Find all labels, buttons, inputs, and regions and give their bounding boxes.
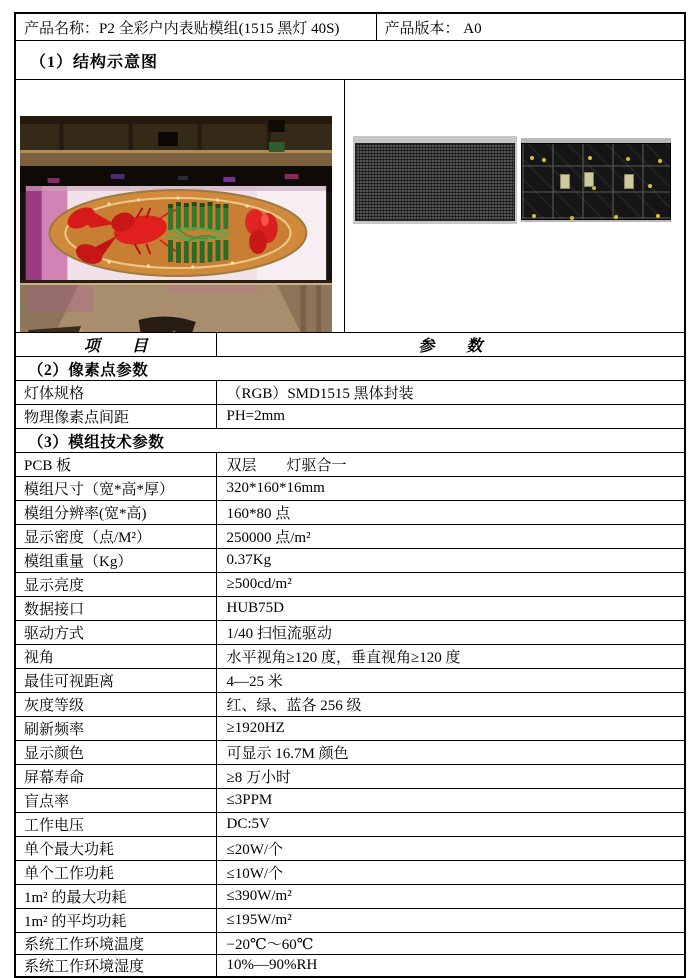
table-row xyxy=(15,381,685,405)
stage-photo xyxy=(20,116,332,333)
section-structure-title: （1）结构示意图 xyxy=(15,41,685,80)
spec-label: 盲点率 xyxy=(15,789,216,813)
pcb-chip xyxy=(560,174,570,189)
spec-value: 可显示 16.7M 颜色 xyxy=(216,741,685,765)
spec-value: ≤390W/m² xyxy=(216,885,685,909)
table-row xyxy=(15,741,685,765)
column-header-param: 参 数 xyxy=(216,333,685,357)
spec-table xyxy=(14,12,686,978)
table-row xyxy=(15,645,685,669)
spec-value: DC:5V xyxy=(216,813,685,837)
spec-label: 灰度等级 xyxy=(15,693,216,717)
spec-label: 刷新频率 xyxy=(15,717,216,741)
table-row xyxy=(15,477,685,501)
spec-label: 物理像素点间距 xyxy=(15,405,216,429)
section-pixel-title: （2）像素点参数 xyxy=(15,357,685,381)
spec-value: ≤20W/个 xyxy=(216,837,685,861)
table-row xyxy=(15,933,685,955)
spec-label: 系统工作环境温度 xyxy=(15,933,216,955)
column-header-row xyxy=(15,333,685,357)
table-row xyxy=(15,549,685,573)
table-row xyxy=(15,501,685,525)
spec-label: 数据接口 xyxy=(15,597,216,621)
table-row xyxy=(15,405,685,429)
spec-document xyxy=(14,12,684,978)
spec-label: 模组尺寸（宽*高*厚） xyxy=(15,477,216,501)
spec-label: 屏幕寿命 xyxy=(15,765,216,789)
table-row xyxy=(15,955,685,978)
stage-photo-cell xyxy=(15,80,344,333)
screw-dot xyxy=(530,156,534,160)
table-row xyxy=(15,717,685,741)
spec-label: 1m² 的最大功耗 xyxy=(15,885,216,909)
spec-value: HUB75D xyxy=(216,597,685,621)
spec-value: ≥1920HZ xyxy=(216,717,685,741)
spec-label: PCB 板 xyxy=(15,453,216,477)
spec-value: 0.37Kg xyxy=(216,549,685,573)
spec-value: 1/40 扫恒流驱动 xyxy=(216,621,685,645)
table-row xyxy=(15,693,685,717)
section-module-row xyxy=(15,429,685,453)
table-row xyxy=(15,885,685,909)
spec-label: 显示亮度 xyxy=(15,573,216,597)
spec-value: ≤195W/m² xyxy=(216,909,685,933)
table-row xyxy=(15,789,685,813)
table-row xyxy=(15,813,685,837)
table-row xyxy=(15,621,685,645)
spec-label: 视角 xyxy=(15,645,216,669)
spec-value: （RGB）SMD1515 黑体封装 xyxy=(216,381,685,405)
section-structure-row xyxy=(15,41,685,80)
column-header-item: 项 目 xyxy=(15,333,216,357)
spec-value: 320*160*16mm xyxy=(216,477,685,501)
module-rows xyxy=(15,453,685,978)
spec-value: 160*80 点 xyxy=(216,501,685,525)
product-version: 产品版本： A0 xyxy=(376,13,685,41)
spec-label: 单个工作功耗 xyxy=(15,861,216,885)
product-header-row xyxy=(15,13,685,41)
spec-value: 250000 点/m² xyxy=(216,525,685,549)
spec-label: 模组重量（Kg） xyxy=(15,549,216,573)
spec-value: 双层 灯驱合一 xyxy=(216,453,685,477)
led-panel-front xyxy=(355,143,515,221)
product-name: 产品名称：P2 全彩户内表贴模组(1515 黑灯 40S) xyxy=(15,13,376,41)
spec-value: ≥500cd/m² xyxy=(216,573,685,597)
spec-value: ≤10W/个 xyxy=(216,861,685,885)
spec-value: ≥8 万小时 xyxy=(216,765,685,789)
section-pixel-row xyxy=(15,357,685,381)
spec-label: 灯体规格 xyxy=(15,381,216,405)
spec-label: 单个最大功耗 xyxy=(15,837,216,861)
table-row xyxy=(15,909,685,933)
spec-value: 4—25 米 xyxy=(216,669,685,693)
table-row xyxy=(15,525,685,549)
spec-value: 水平视角≥120 度，垂直视角≥120 度 xyxy=(216,645,685,669)
table-row xyxy=(15,597,685,621)
module-back-shell xyxy=(521,143,671,220)
spec-value: 红、绿、蓝各 256 级 xyxy=(216,693,685,717)
spec-label: 驱动方式 xyxy=(15,621,216,645)
table-row xyxy=(15,573,685,597)
spec-value: ≤3PPM xyxy=(216,789,685,813)
table-row xyxy=(15,669,685,693)
module-back-photo xyxy=(521,138,671,222)
spec-value: −20℃～60℃ xyxy=(216,933,685,955)
table-row xyxy=(15,837,685,861)
spec-label: 1m² 的平均功耗 xyxy=(15,909,216,933)
table-row xyxy=(15,453,685,477)
spec-value: PH=2mm xyxy=(216,405,685,429)
spec-label: 显示密度（点/M²） xyxy=(15,525,216,549)
spec-label: 最佳可视距离 xyxy=(15,669,216,693)
spec-value: 10%—90%RH xyxy=(216,955,685,978)
table-row xyxy=(15,765,685,789)
spec-label: 系统工作环境湿度 xyxy=(15,955,216,978)
spec-label: 工作电压 xyxy=(15,813,216,837)
table-row xyxy=(15,861,685,885)
module-front-photo xyxy=(353,136,517,224)
pcb-chip xyxy=(584,172,594,187)
pcb-chip xyxy=(624,174,634,189)
spec-label: 显示颜色 xyxy=(15,741,216,765)
images-row xyxy=(15,80,685,333)
spec-label: 模组分辨率(宽*高) xyxy=(15,501,216,525)
section-module-title: （3）模组技术参数 xyxy=(15,429,685,453)
module-photos-cell xyxy=(344,80,685,333)
